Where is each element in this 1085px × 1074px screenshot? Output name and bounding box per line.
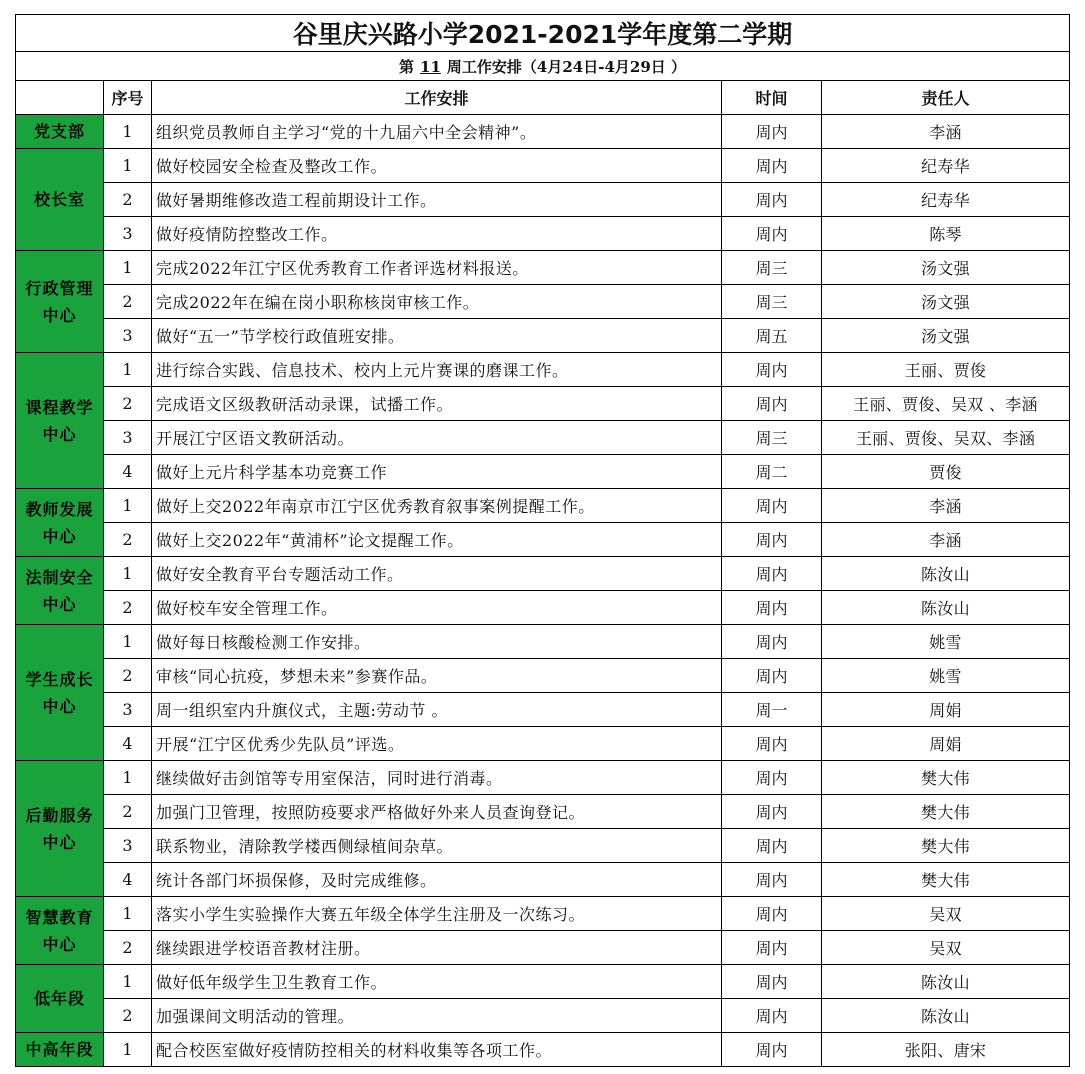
title-row — [16, 15, 1070, 52]
table-row — [16, 829, 1070, 863]
owner-cell: 吴双 — [822, 897, 1070, 931]
row-number: 2 — [104, 591, 152, 625]
row-number: 1 — [104, 251, 152, 285]
table-row — [16, 693, 1070, 727]
task-text: 做好上交2022年南京市江宁区优秀教育叙事案例提醒工作。 — [152, 489, 722, 523]
header-dept — [16, 81, 104, 115]
owner-cell: 姚雪 — [822, 659, 1070, 693]
owner-cell: 李涵 — [822, 489, 1070, 523]
row-number: 1 — [104, 1033, 152, 1067]
subtitle-row — [16, 52, 1070, 81]
time-cell: 周内 — [722, 523, 822, 557]
owner-cell: 陈汝山 — [822, 965, 1070, 999]
owner-cell: 陈汝山 — [822, 557, 1070, 591]
time-cell: 周内 — [722, 489, 822, 523]
table-row — [16, 931, 1070, 965]
row-number: 1 — [104, 965, 152, 999]
header-seq: 序号 — [104, 81, 152, 115]
row-number: 1 — [104, 625, 152, 659]
time-cell: 周内 — [722, 931, 822, 965]
row-number: 2 — [104, 285, 152, 319]
time-cell: 周内 — [722, 727, 822, 761]
task-text: 做好“五一”节学校行政值班安排。 — [152, 319, 722, 353]
dept-cell: 法制安全中心 — [16, 557, 104, 625]
task-text: 周一组织室内升旗仪式，主题:劳动节 。 — [152, 693, 722, 727]
table-row — [16, 387, 1070, 421]
task-text: 组织党员教师自主学习“党的十九届六中全会精神”。 — [152, 115, 722, 149]
owner-cell: 樊大伟 — [822, 863, 1070, 897]
table-row — [16, 183, 1070, 217]
row-number: 2 — [104, 183, 152, 217]
task-text: 继续跟进学校语音教材注册。 — [152, 931, 722, 965]
dept-cell: 低年段 — [16, 965, 104, 1033]
task-text: 做好校车安全管理工作。 — [152, 591, 722, 625]
table-row — [16, 523, 1070, 557]
dept-cell: 教师发展中心 — [16, 489, 104, 557]
task-text: 完成语文区级教研活动录课，试播工作。 — [152, 387, 722, 421]
row-number: 2 — [104, 523, 152, 557]
time-cell: 周内 — [722, 761, 822, 795]
row-number: 2 — [104, 659, 152, 693]
owner-cell: 樊大伟 — [822, 795, 1070, 829]
task-text: 做好暑期维修改造工程前期设计工作。 — [152, 183, 722, 217]
task-text: 加强课间文明活动的管理。 — [152, 999, 722, 1033]
table-row — [16, 149, 1070, 183]
owner-cell: 樊大伟 — [822, 761, 1070, 795]
task-text: 加强门卫管理，按照防疫要求严格做好外来人员查询登记。 — [152, 795, 722, 829]
table-row — [16, 285, 1070, 319]
time-cell: 周内 — [722, 863, 822, 897]
time-cell: 周五 — [722, 319, 822, 353]
table-row — [16, 557, 1070, 591]
owner-cell: 汤文强 — [822, 251, 1070, 285]
task-text: 做好每日核酸检测工作安排。 — [152, 625, 722, 659]
owner-cell: 陈琴 — [822, 217, 1070, 251]
time-cell: 周一 — [722, 693, 822, 727]
owner-cell: 王丽、贾俊、吴双、李涵 — [822, 421, 1070, 455]
time-cell: 周二 — [722, 455, 822, 489]
dept-cell: 学生成长中心 — [16, 625, 104, 761]
time-cell: 周内 — [722, 965, 822, 999]
dept-cell: 中高年段 — [16, 1033, 104, 1067]
table-row — [16, 489, 1070, 523]
row-number: 4 — [104, 455, 152, 489]
row-number: 2 — [104, 931, 152, 965]
time-cell: 周内 — [722, 829, 822, 863]
row-number: 3 — [104, 319, 152, 353]
row-number: 3 — [104, 421, 152, 455]
owner-cell: 贾俊 — [822, 455, 1070, 489]
table-row — [16, 421, 1070, 455]
table-row — [16, 591, 1070, 625]
row-number: 1 — [104, 353, 152, 387]
table-row — [16, 999, 1070, 1033]
row-number: 1 — [104, 761, 152, 795]
owner-cell: 李涵 — [822, 523, 1070, 557]
owner-cell: 王丽、贾俊、吴双 、李涵 — [822, 387, 1070, 421]
owner-cell: 周娟 — [822, 727, 1070, 761]
task-text: 进行综合实践、信息技术、校内上元片赛课的磨课工作。 — [152, 353, 722, 387]
table-row — [16, 761, 1070, 795]
owner-cell: 李涵 — [822, 115, 1070, 149]
table-row — [16, 1033, 1070, 1067]
time-cell: 周内 — [722, 217, 822, 251]
dept-cell: 校长室 — [16, 149, 104, 251]
row-number: 1 — [104, 115, 152, 149]
dept-cell: 行政管理中心 — [16, 251, 104, 353]
header-work: 工作安排 — [152, 81, 722, 115]
table-row — [16, 455, 1070, 489]
task-text: 做好安全教育平台专题活动工作。 — [152, 557, 722, 591]
table-row — [16, 863, 1070, 897]
row-number: 4 — [104, 863, 152, 897]
task-text: 做好低年级学生卫生教育工作。 — [152, 965, 722, 999]
time-cell: 周内 — [722, 353, 822, 387]
dept-cell: 后勤服务中心 — [16, 761, 104, 897]
row-number: 2 — [104, 387, 152, 421]
table-row — [16, 251, 1070, 285]
dept-cell: 智慧教育中心 — [16, 897, 104, 965]
row-number: 1 — [104, 557, 152, 591]
header-time: 时间 — [722, 81, 822, 115]
row-number: 3 — [104, 693, 152, 727]
task-text: 开展江宁区语文教研活动。 — [152, 421, 722, 455]
owner-cell: 吴双 — [822, 931, 1070, 965]
row-number: 3 — [104, 217, 152, 251]
subtitle-date-range: 周工作安排（4月24日-4月29日 ） — [446, 57, 686, 76]
task-text: 做好上元片科学基本功竞赛工作 — [152, 455, 722, 489]
time-cell: 周内 — [722, 183, 822, 217]
task-text: 审核“同心抗疫，梦想未来”参赛作品。 — [152, 659, 722, 693]
dept-cell: 党支部 — [16, 115, 104, 149]
row-number: 2 — [104, 795, 152, 829]
row-number: 4 — [104, 727, 152, 761]
task-text: 开展“江宁区优秀少先队员”评选。 — [152, 727, 722, 761]
owner-cell: 陈汝山 — [822, 999, 1070, 1033]
task-text: 继续做好击剑馆等专用室保洁，同时进行消毒。 — [152, 761, 722, 795]
task-text: 配合校医室做好疫情防控相关的材料收集等各项工作。 — [152, 1033, 722, 1067]
row-number: 2 — [104, 999, 152, 1033]
time-cell: 周内 — [722, 557, 822, 591]
owner-cell: 周娟 — [822, 693, 1070, 727]
time-cell: 周内 — [722, 591, 822, 625]
task-text: 做好上交2022年“黄浦杯”论文提醒工作。 — [152, 523, 722, 557]
time-cell: 周内 — [722, 897, 822, 931]
time-cell: 周内 — [722, 795, 822, 829]
schedule-table — [15, 14, 1070, 1067]
subtitle-prefix: 第 — [399, 57, 415, 76]
task-text: 落实小学生实验操作大赛五年级全体学生注册及一次练习。 — [152, 897, 722, 931]
time-cell: 周内 — [722, 659, 822, 693]
owner-cell: 姚雪 — [822, 625, 1070, 659]
time-cell: 周内 — [722, 625, 822, 659]
table-row — [16, 115, 1070, 149]
owner-cell: 汤文强 — [822, 319, 1070, 353]
owner-cell: 陈汝山 — [822, 591, 1070, 625]
page-title: 谷里庆兴路小学2021-2021学年度第二学期 — [16, 15, 1070, 52]
time-cell: 周内 — [722, 149, 822, 183]
week-number: 11 — [420, 57, 441, 76]
header-row — [16, 81, 1070, 115]
time-cell: 周内 — [722, 387, 822, 421]
table-row — [16, 965, 1070, 999]
time-cell: 周内 — [722, 999, 822, 1033]
row-number: 1 — [104, 149, 152, 183]
task-text: 做好校园安全检查及整改工作。 — [152, 149, 722, 183]
time-cell: 周内 — [722, 115, 822, 149]
task-text: 联系物业，清除教学楼西侧绿植间杂草。 — [152, 829, 722, 863]
row-number: 1 — [104, 489, 152, 523]
owner-cell: 汤文强 — [822, 285, 1070, 319]
table-row — [16, 659, 1070, 693]
owner-cell: 纪寿华 — [822, 149, 1070, 183]
table-row — [16, 727, 1070, 761]
time-cell: 周三 — [722, 285, 822, 319]
owner-cell: 王丽、贾俊 — [822, 353, 1070, 387]
owner-cell: 樊大伟 — [822, 829, 1070, 863]
table-row — [16, 217, 1070, 251]
table-row — [16, 897, 1070, 931]
table-row — [16, 319, 1070, 353]
time-cell: 周三 — [722, 421, 822, 455]
table-row — [16, 353, 1070, 387]
task-text: 做好疫情防控整改工作。 — [152, 217, 722, 251]
task-text: 统计各部门坏损保修，及时完成维修。 — [152, 863, 722, 897]
row-number: 3 — [104, 829, 152, 863]
row-number: 1 — [104, 897, 152, 931]
task-text: 完成2022年在编在岗小职称核岗审核工作。 — [152, 285, 722, 319]
owner-cell: 张阳、唐宋 — [822, 1033, 1070, 1067]
owner-cell: 纪寿华 — [822, 183, 1070, 217]
table-row — [16, 795, 1070, 829]
task-text: 完成2022年江宁区优秀教育工作者评选材料报送。 — [152, 251, 722, 285]
dept-cell: 课程教学中心 — [16, 353, 104, 489]
time-cell: 周三 — [722, 251, 822, 285]
time-cell: 周内 — [722, 1033, 822, 1067]
header-owner: 责任人 — [822, 81, 1070, 115]
week-subtitle — [16, 52, 1070, 81]
table-row — [16, 625, 1070, 659]
